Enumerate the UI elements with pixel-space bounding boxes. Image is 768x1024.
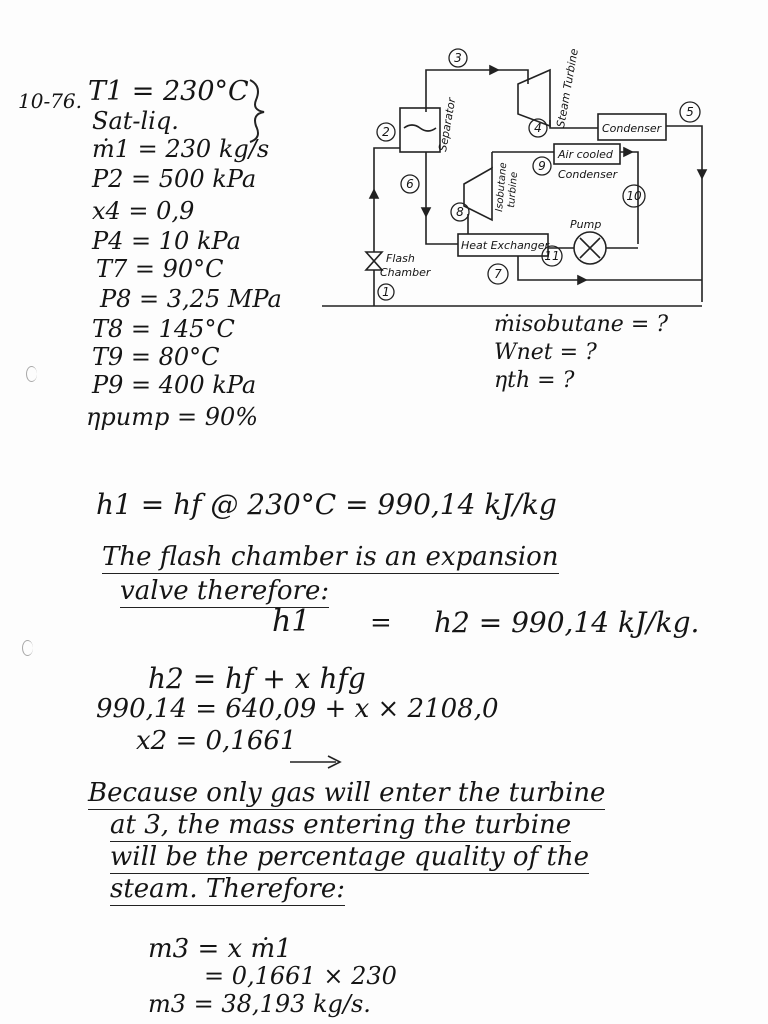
solution-x2: x2 = 0,1661 xyxy=(136,726,297,756)
solution-h1-left: h1 xyxy=(272,604,311,639)
margin-mark xyxy=(22,640,33,656)
arrow-mark xyxy=(288,752,348,772)
state-10: 10 xyxy=(626,189,642,203)
solution-h1: h1 = hf @ 230°C = 990,14 kJ/kg xyxy=(96,488,557,521)
state-4: 4 xyxy=(534,121,542,135)
given-x4: x4 = 0,9 xyxy=(92,197,195,225)
statement-flash-b-text: valve therefore: xyxy=(120,576,330,606)
solution-equals: = xyxy=(370,608,392,638)
problem-number: 10-76. xyxy=(18,89,83,113)
solution-m3-result: m3 = 38,193 kg/s. xyxy=(148,990,371,1018)
given-sat-liq: Sat-liq. xyxy=(92,107,179,135)
statement-flash-a xyxy=(102,542,559,572)
unknown-m-isobutane: ṁisobutane = ? xyxy=(494,312,669,337)
statement-quality-2-text: at 3, the mass entering the turbine xyxy=(110,810,572,840)
label-air-cooled: Air cooled xyxy=(558,148,613,161)
solution-energy-eq: 990,14 = 640,09 + x × 2108,0 xyxy=(96,694,499,724)
statement-flash-a-text: The flash chamber is an expansion xyxy=(102,542,559,572)
statement-quality-3-text: will be the percentage quality of the xyxy=(110,842,590,872)
solution-h2-def: h2 = hf + x hfg xyxy=(148,662,366,695)
label-air-condenser: Condenser xyxy=(558,168,618,181)
unknown-eta-th: ηth = ? xyxy=(494,368,575,393)
state-3: 3 xyxy=(454,51,462,65)
given-m1: ṁ1 = 230 kg/s xyxy=(92,135,270,163)
given-eta-pump: ηpump = 90% xyxy=(86,403,259,431)
state-11: 11 xyxy=(544,249,560,263)
given-T8: T8 = 145°C xyxy=(92,315,235,343)
statement-flash-b xyxy=(120,576,329,606)
state-8: 8 xyxy=(456,205,464,219)
isobutane-turbine-shape xyxy=(464,168,492,220)
statement-quality-1-text: Because only gas will enter the turbine xyxy=(88,778,606,808)
statement-quality-4-text: steam. Therefore: xyxy=(110,874,346,904)
steam-turbine-shape xyxy=(518,70,550,126)
label-chamber: Chamber xyxy=(380,266,431,279)
given-P2: P2 = 500 kPa xyxy=(92,165,257,193)
given-T1: T1 = 230°C xyxy=(88,76,249,107)
state-6: 6 xyxy=(406,177,414,191)
statement-quality-1 xyxy=(88,778,605,808)
statement-quality-3 xyxy=(110,842,589,872)
label-pump: Pump xyxy=(570,218,602,231)
state-9: 9 xyxy=(538,159,546,173)
unknown-wnet: Wnet = ? xyxy=(494,340,597,365)
cycle-diagram xyxy=(318,48,738,318)
label-heat-exchanger: Heat Exchanger xyxy=(461,239,550,252)
label-separator: Separator xyxy=(436,96,459,153)
given-T7: T7 = 90°C xyxy=(96,255,224,283)
label-turbine: turbine xyxy=(506,171,521,209)
state-2: 2 xyxy=(382,125,390,139)
given-P9: P9 = 400 kPa xyxy=(92,371,257,399)
state-7: 7 xyxy=(494,267,502,281)
given-T9: T9 = 80°C xyxy=(92,343,220,371)
statement-quality-4 xyxy=(110,874,345,904)
given-P8: P8 = 3,25 MPa xyxy=(100,285,282,313)
state-5: 5 xyxy=(686,105,694,119)
statement-quality-2 xyxy=(110,810,571,840)
label-condenser: Condenser xyxy=(602,122,662,135)
brace-mark xyxy=(244,76,274,146)
label-steam-turbine: Steam Turbine xyxy=(554,48,581,129)
solution-h2: h2 = 990,14 kJ/kg. xyxy=(434,606,700,639)
label-flash: Flash xyxy=(386,252,415,265)
label-isobutane: Isobutane xyxy=(494,161,510,213)
margin-mark xyxy=(26,366,37,382)
solution-m3-def: m3 = x ṁ1 xyxy=(148,934,292,964)
solution-m3-calc: = 0,1661 × 230 xyxy=(204,962,397,990)
given-P4: P4 = 10 kPa xyxy=(92,227,241,255)
state-1: 1 xyxy=(382,285,390,299)
